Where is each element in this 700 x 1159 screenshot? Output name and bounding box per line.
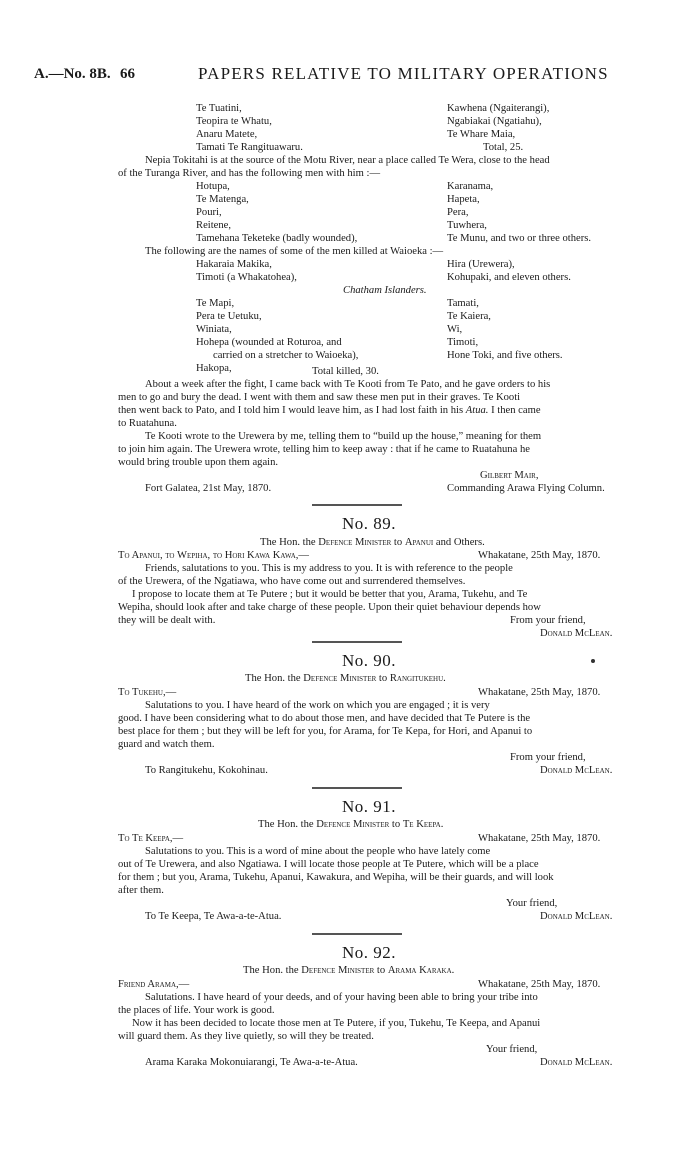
- chatham-right-2: Te Kaiera,: [447, 311, 491, 322]
- letter-89-to: To Apanui, to Wepiha, to Hori Kawa Kawa,—: [118, 550, 310, 561]
- letter-91-heading-pre: The Hon. the: [258, 819, 314, 830]
- letter-89-heading-pre: The Hon. the: [260, 537, 316, 548]
- letter-89-heading-minister: Defence Minister: [318, 537, 392, 548]
- nepia-para-line-2: of the Turanga River, and has the following men with him :—: [118, 168, 381, 179]
- letter-91-signer: Donald McLean.: [540, 911, 613, 922]
- para-week-line-3-text: then went back to Pato, and I told him I would leave him, as I had lost faith in his: [118, 405, 464, 416]
- chatham-heading: Chatham Islanders.: [343, 285, 427, 296]
- letter-92-heading-to: to: [376, 965, 386, 976]
- nepia-list-right-3: Pera,: [447, 207, 469, 218]
- letter-89-body-3: I propose to locate them at Te Putere ; but it would be better that you, Arama, Tukehu, and Te: [132, 589, 528, 600]
- top-list-left-2: Teopira te Whatu,: [196, 116, 272, 127]
- killed-intro: The following are the names of some of the men killed at Waioeka :—: [145, 246, 444, 257]
- nepia-list-left-5: Tamehana Teketeke (badly wounded),: [196, 233, 358, 244]
- document-reference: A.—No. 8B.: [34, 66, 111, 82]
- letter-91-number: No. 91.: [342, 797, 397, 816]
- letter-92-closing: Your friend,: [486, 1044, 538, 1055]
- chatham-right-5: Hone Toki, and five others.: [447, 350, 563, 361]
- letter-92-heading: [243, 964, 454, 977]
- letter-89-body-5: they will be dealt with.: [118, 615, 216, 626]
- letter-89-heading: [260, 536, 485, 549]
- total-killed: Total killed, 30.: [312, 366, 379, 377]
- letter-91-body-3: for them ; but you, Arama, Tukehu, Apanui, Kawakura, and Wepiha, will be their guards, and will look: [118, 872, 554, 883]
- letter-90-heading: [245, 672, 446, 685]
- letter-89-number: No. 89.: [342, 514, 397, 533]
- chatham-right-3: Wi,: [447, 324, 463, 335]
- letter-89-date: Whakatane, 25th May, 1870.: [478, 550, 601, 561]
- letter-89-heading-recipient: Apanui: [404, 537, 434, 548]
- top-list-right-3: Te Whare Maia,: [447, 129, 516, 140]
- letter-92-addressee: Arama Karaka Mokonuiarangi, Te Awa-a-te-Atua.: [145, 1057, 358, 1068]
- letter-92-heading-recipient: Arama Karaka.: [387, 965, 455, 976]
- letter-90-date: Whakatane, 25th May, 1870.: [478, 687, 601, 698]
- letter-90-body-4: guard and watch them.: [118, 739, 215, 750]
- letter-92-signer: Donald McLean.: [540, 1057, 613, 1068]
- sig1-name: Gilbert Mair,: [480, 470, 539, 481]
- letter-91-heading-recipient: Te Keepa.: [402, 819, 444, 830]
- para-week-atua: Atua.: [465, 405, 489, 416]
- top-list-left-3: Anaru Matete,: [196, 129, 258, 140]
- letter-89-body-2: of the Urewera, of the Ngatiawa, who have come out and surrendered themselves.: [118, 576, 466, 587]
- killed-right-1: Hira (Urewera),: [447, 259, 515, 270]
- letter-90-heading-to: to: [378, 673, 388, 684]
- nepia-list-right-1: Karanama,: [447, 181, 494, 192]
- letter-89-signer: Donald McLean.: [540, 628, 613, 639]
- letter-91-closing: Your friend,: [506, 898, 558, 909]
- para-wrote-line-1: Te Kooti wrote to the Urewera by me, telling them to “build up the house,” meaning for them: [145, 431, 542, 442]
- letter-92-heading-minister: Defence Minister: [301, 965, 375, 976]
- running-title: PAPERS RELATIVE TO MILITARY OPERATIONS: [198, 64, 609, 83]
- chatham-right-1: Tamati,: [447, 298, 479, 309]
- ink-spot: [591, 659, 595, 663]
- section-rule: [312, 933, 402, 935]
- para-wrote-line-2: to join him again. The Urewera wrote, telling him to keep away : that if he came to Ruatahuna he: [118, 444, 530, 455]
- letter-91-to: To Te Keepa,—: [118, 833, 184, 844]
- section-rule: [312, 641, 402, 643]
- letter-91-heading: [258, 818, 443, 831]
- letter-89-body-1: Friends, salutations to you. This is my address to you. It is with reference to the people: [145, 563, 513, 574]
- top-list-right-2: Ngabiakai (Ngatiahu),: [447, 116, 542, 127]
- letter-90-heading-minister: Defence Minister: [303, 673, 377, 684]
- letter-90-closing: From your friend,: [510, 752, 586, 763]
- chatham-right-4: Timoti,: [447, 337, 479, 348]
- letter-91-body-1: Salutations to you. This is a word of mine about the people who have lately come: [145, 846, 491, 857]
- chatham-left-1: Te Mapi,: [196, 298, 235, 309]
- letter-90-heading-pre: The Hon. the: [245, 673, 301, 684]
- letter-89-heading-post: and Others.: [435, 537, 485, 548]
- killed-left-2: Timoti (a Whakatohea),: [196, 272, 297, 283]
- letter-91-body-4: after them.: [118, 885, 164, 896]
- letter-91-heading-minister: Defence Minister: [316, 819, 390, 830]
- letter-89-closing: From your friend,: [510, 615, 586, 626]
- chatham-left-5: carried on a stretcher to Waioeka),: [213, 350, 359, 361]
- letter-89-heading-to: to: [393, 537, 403, 548]
- top-list-left-4: Tamati Te Rangituawaru.: [196, 142, 303, 153]
- sig1-place: Fort Galatea, 21st May, 1870.: [145, 483, 272, 494]
- letter-92-to: Friend Arama,—: [118, 979, 190, 990]
- chatham-left-4: Hohepa (wounded at Roturoa, and: [196, 337, 342, 348]
- letter-92-heading-pre: The Hon. the: [243, 965, 299, 976]
- letter-92-date: Whakatane, 25th May, 1870.: [478, 979, 601, 990]
- chatham-left-3: Winiata,: [196, 324, 232, 335]
- para-week-line-2: men to go and bury the dead. I went with them and saw these men put in their graves. Te Kooti: [118, 392, 521, 403]
- letter-91-heading-to: to: [391, 819, 401, 830]
- letter-90-addressee: To Rangitukehu, Kokohinau.: [145, 765, 268, 776]
- letter-90-signer: Donald McLean.: [540, 765, 613, 776]
- top-list-right-1: Kawhena (Ngaiterangi),: [447, 103, 550, 114]
- letter-90-to: To Tukehu,—: [118, 687, 177, 698]
- letter-90-body-3: best place for them ; but they will be left for you, for Arama, for Te Kepa, for Hori, and Apanui to: [118, 726, 533, 737]
- sig1-role: Commanding Arawa Flying Column.: [447, 483, 605, 494]
- section-rule: [312, 504, 402, 506]
- page-number: 66: [120, 66, 135, 82]
- letter-92-body-3: Now it has been decided to locate those men at Te Putere, if you, Tukehu, Te Keepa, and Apanui: [132, 1018, 541, 1029]
- nepia-para-line-1: Nepia Tokitahi is at the source of the Motu River, near a place called Te Wera, close to the head: [145, 155, 550, 166]
- letter-92-body-4: will guard them. As they live quietly, so will they be treated.: [118, 1031, 374, 1042]
- letter-91-addressee: To Te Keepa, Te Awa-a-te-Atua.: [145, 911, 282, 922]
- letter-91-body-2: out of Te Urewera, and also Ngatiawa. I will locate those people at Te Putere, which will be a place: [118, 859, 539, 870]
- letter-90-body-1: Salutations to you. I have heard of the work on which you are engaged ; it is very: [145, 700, 490, 711]
- killed-right-2: Kohupaki, and eleven others.: [447, 272, 571, 283]
- para-wrote-line-3: would bring trouble upon them again.: [118, 457, 279, 468]
- letter-90-heading-recipient: Rangitukehu.: [389, 673, 446, 684]
- para-week-line-4: to Ruatahuna.: [118, 418, 177, 429]
- nepia-list-left-3: Pouri,: [196, 207, 222, 218]
- letter-92-body-1: Salutations. I have heard of your deeds, and of your having been able to bring your tribe into: [145, 992, 538, 1003]
- chatham-left-2: Pera te Uetuku,: [196, 311, 262, 322]
- letter-92-number: No. 92.: [342, 943, 397, 962]
- nepia-list-left-1: Hotupa,: [196, 181, 230, 192]
- letter-90-number: No. 90.: [342, 651, 397, 670]
- letter-92-body-2: the places of life. Your work is good.: [118, 1005, 275, 1016]
- top-list-total: Total, 25.: [483, 142, 524, 153]
- nepia-list-left-4: Reitene,: [196, 220, 232, 231]
- para-week-line-3: [118, 404, 541, 417]
- section-rule: [312, 787, 402, 789]
- para-week-line-3-tail: I then came: [491, 405, 541, 416]
- nepia-list-left-2: Te Matenga,: [196, 194, 249, 205]
- letter-90-body-2: good. I have been considering what to do about those men, and have decided that Te Putere is the: [118, 713, 531, 724]
- killed-left-1: Hakaraia Makika,: [196, 259, 272, 270]
- chatham-left-6: Hakopa,: [196, 363, 232, 374]
- nepia-list-right-4: Tuwhera,: [447, 220, 487, 231]
- nepia-list-right-5: Te Munu, and two or three others.: [447, 233, 592, 244]
- top-list-left-1: Te Tuatini,: [196, 103, 242, 114]
- nepia-list-right-2: Hapeta,: [447, 194, 480, 205]
- letter-91-date: Whakatane, 25th May, 1870.: [478, 833, 601, 844]
- letter-89-body-4: Wepiha, should look after and take charge of these people. Upon their quiet behaviour depends how: [118, 602, 541, 613]
- para-week-line-1: About a week after the fight, I came back with Te Kooti from Te Pato, and he gave orders to his: [145, 379, 551, 390]
